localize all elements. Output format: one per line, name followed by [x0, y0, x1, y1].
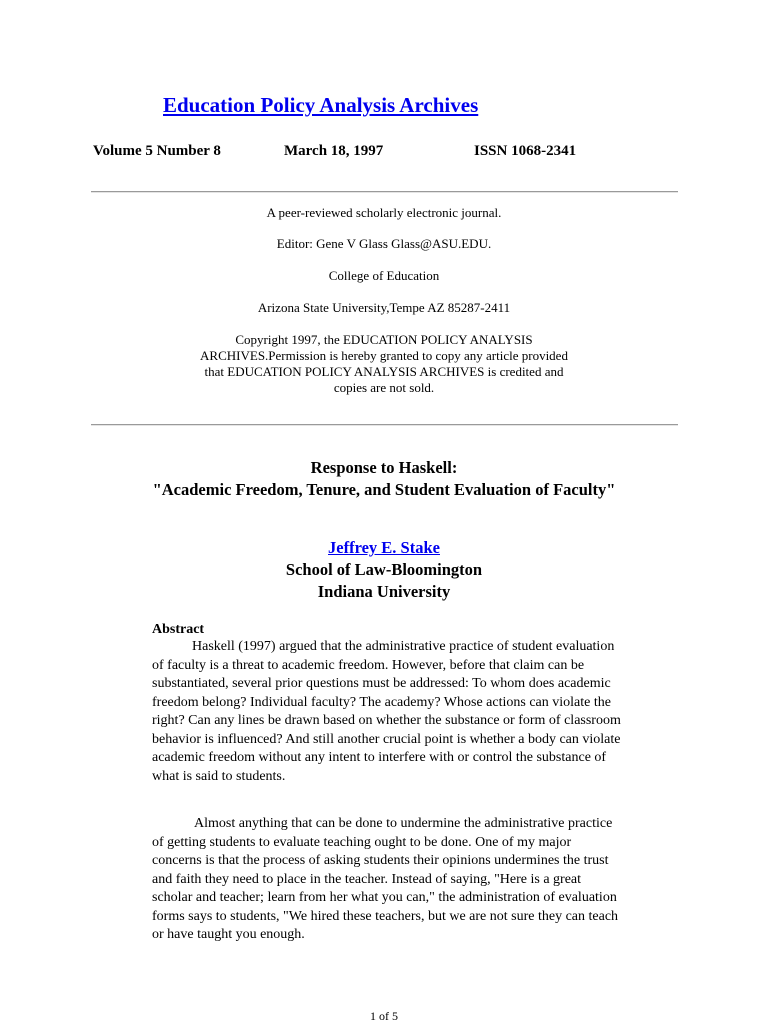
author-affiliation-school: School of Law-Bloomington: [285, 560, 483, 579]
journal-title-link[interactable]: Education Policy Analysis Archives: [163, 93, 479, 117]
copyright-notice: Copyright 1997, the EDUCATION POLICY ANALYSIS ARCHIVES.Permission is hereby granted to copy any article provided that EDUCATION POLICY ANALYSIS ARCHIVES is credited and copies are not sold.: [200, 332, 568, 395]
journal-tagline: A peer-reviewed scholarly electronic journal.: [266, 205, 502, 220]
volume-number: Volume 5 Number 8: [93, 143, 221, 159]
author-block: [150, 537, 618, 603]
horizontal-rule-middle: [91, 424, 678, 426]
college-line: College of Education: [328, 268, 440, 283]
body-paragraph: Almost anything that can be done to undermine the administrative practice of getting students to evaluate teaching ought to be done. One of my major concerns is that the process of asking students their opinions undermines the trust and faith they need to place in the teacher. Instead of saying, "Here is a great scholar and teacher; learn from her what you can," the administration of evaluation forms says to students, "We hired these teachers, but we are not sure they can teach or have taught you enough.: [152, 816, 619, 942]
page-indicator: 1 of 5: [370, 1009, 398, 1023]
article-title: [150, 457, 618, 500]
issn: ISSN 1068-2341: [474, 143, 577, 159]
editor-line: Editor: Gene V Glass Glass@ASU.EDU.: [276, 236, 492, 251]
article-title-line2: "Academic Freedom, Tenure, and Student Evaluation of Faculty": [152, 479, 616, 499]
abstract-text: Haskell (1997) argued that the administrative practice of student evaluation of faculty is a threat to academic freedom. However, before that claim can be substantiated, several prior questions must be addressed: To whom does academic freedom belong? Individual faculty? The academy? Whose actions can violate the right? Can any lines be drawn based on whether the substance or form of classroom behavior is influenced? And still another crucial point is whether a body can violate academic freedom without any intent to interfere with or control the substance of what is said to students.: [152, 639, 621, 784]
author-name-link[interactable]: Jeffrey E. Stake: [328, 538, 440, 557]
issue-date: March 18, 1997: [284, 143, 384, 159]
article-title-line1: Response to Haskell:: [310, 458, 458, 477]
abstract-heading: Abstract: [152, 622, 205, 637]
university-address: Arizona State University,Tempe AZ 85287-2411: [257, 300, 511, 315]
horizontal-rule-top: [91, 191, 678, 193]
author-affiliation-university: Indiana University: [317, 582, 451, 601]
